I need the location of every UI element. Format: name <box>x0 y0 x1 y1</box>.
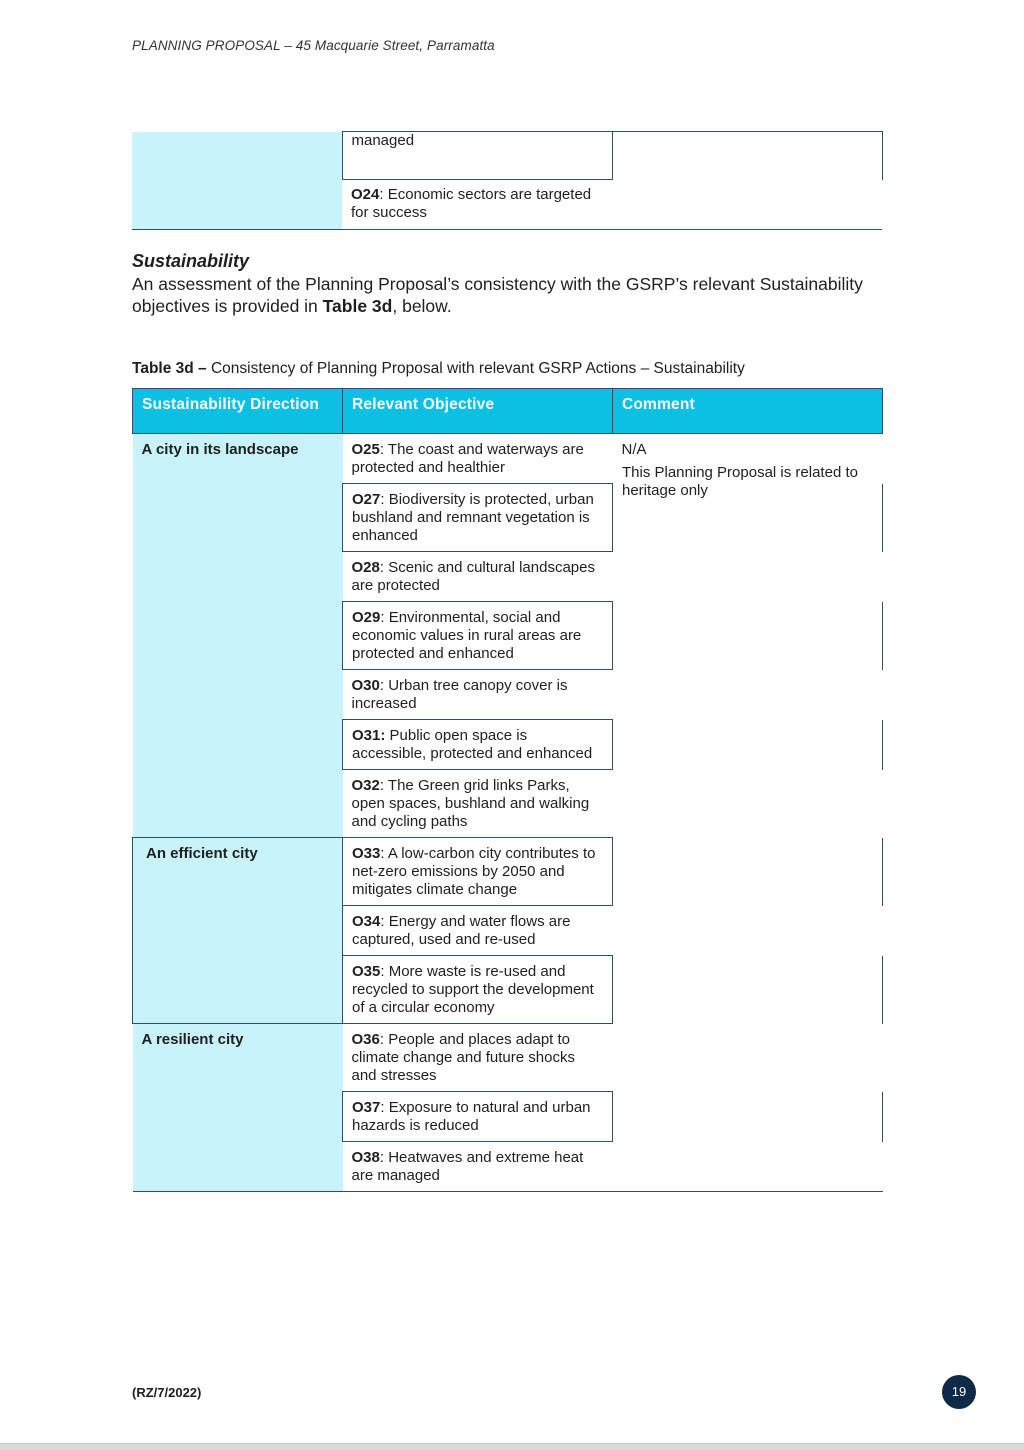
objective-cell <box>343 956 613 1024</box>
objective-cell <box>343 602 613 670</box>
objective-code: O37 <box>352 1099 381 1116</box>
table-row <box>133 1024 883 1092</box>
direction-cell <box>133 838 343 1024</box>
comment-cell <box>613 770 883 838</box>
caption-text: Consistency of Planning Proposal with relevant GSRP Actions – Sustainability <box>206 360 745 377</box>
comment-cell <box>613 956 883 1024</box>
intro-paragraph <box>132 273 942 317</box>
column-header-direction: Sustainability Direction <box>133 389 343 434</box>
objective-text: : More waste is re-used and recycled to support the development of a circular economy <box>352 963 594 1016</box>
objective-text: : A low-carbon city contributes to net-zero emissions by 2050 and mitigates climate change <box>352 845 596 898</box>
comment-cell <box>613 602 883 670</box>
section-heading: Sustainability <box>132 251 250 271</box>
objective-code: O27 <box>352 491 381 508</box>
direction-cell <box>133 1024 343 1192</box>
objective-text: : Heatwaves and extreme heat are managed <box>351 1149 584 1184</box>
intro-text: An assessment of the Planning Proposal’s consistency with the GSRP’s relevant Sustainability objectives is provided in <box>132 274 863 316</box>
caption-label: Table 3d – <box>132 360 207 377</box>
objective-cell <box>343 552 613 602</box>
page-number-badge: 19 <box>942 1375 976 1409</box>
objective-cell <box>343 720 613 770</box>
objective-cell <box>342 180 612 230</box>
direction-cell <box>132 132 342 180</box>
objective-code: O34 <box>352 913 381 930</box>
objective-code: O30 <box>351 677 380 694</box>
objective-code: O31: <box>352 727 386 744</box>
objective-cell <box>343 484 613 552</box>
comment-cell <box>613 463 883 552</box>
table-3d <box>132 388 883 1192</box>
comment-cell <box>612 132 882 180</box>
objective-code: O24 <box>351 186 380 203</box>
objective-cell <box>343 770 613 838</box>
direction-label: A resilient city <box>141 1031 244 1048</box>
comment-cell <box>613 1024 883 1092</box>
comment-cell <box>613 838 883 906</box>
previous-table-continuation <box>132 131 883 230</box>
comment-cell <box>613 1142 883 1192</box>
objective-text: : Scenic and cultural landscapes are protected <box>351 559 595 594</box>
column-header-objective: Relevant Objective <box>343 389 613 434</box>
objective-cell <box>343 906 613 956</box>
table-row <box>132 180 882 230</box>
objective-cell <box>343 1142 613 1192</box>
direction-label: An efficient city <box>146 845 258 862</box>
direction-cell <box>132 180 342 230</box>
table-row <box>133 838 883 906</box>
objective-cell <box>343 434 613 484</box>
objective-text: : Economic sectors are targeted for success <box>351 186 592 221</box>
objective-code: O33 <box>352 845 381 862</box>
comment-cell <box>613 1092 883 1142</box>
objective-text: Public open space is accessible, protected and enhanced <box>352 727 593 762</box>
objective-code: O28 <box>351 559 380 576</box>
objective-code: O25 <box>351 441 380 458</box>
objective-code: O35 <box>352 963 381 980</box>
comment-cell <box>613 670 883 720</box>
objective-cell <box>343 1024 613 1092</box>
table-header-row <box>133 389 883 434</box>
table-caption <box>132 360 745 378</box>
document-reference: (RZ/7/2022) <box>132 1385 202 1400</box>
objective-text: : Urban tree canopy cover is increased <box>351 677 568 712</box>
objective-text: : The coast and waterways are protected and healthier <box>351 441 584 476</box>
objective-cell <box>343 670 613 720</box>
objective-text: : Environmental, social and economic values in rural areas are protected and enhanced <box>352 609 582 662</box>
objective-text: : The Green grid links Parks, open spaces, bushland and walking and cycling paths <box>351 777 590 830</box>
table-reference: Table 3d <box>322 296 393 316</box>
direction-cell <box>133 434 343 838</box>
objective-text: managed <box>351 132 415 149</box>
objective-code: O32 <box>351 777 380 794</box>
comment-text: This Planning Proposal is related to heritage only <box>622 463 858 499</box>
objective-code: O38 <box>351 1149 380 1166</box>
comment-cell <box>613 552 883 602</box>
column-header-comment: Comment <box>613 389 883 434</box>
comment-cell <box>613 906 883 956</box>
objective-cell <box>342 132 612 180</box>
objective-cell <box>343 1092 613 1142</box>
intro-text-end: , below. <box>392 296 452 316</box>
objective-text: : Exposure to natural and urban hazards is reduced <box>352 1099 591 1134</box>
comment-na: N/A <box>621 441 647 458</box>
comment-cell <box>612 180 882 230</box>
direction-label: A city in its landscape <box>141 441 299 458</box>
comment-cell <box>613 720 883 770</box>
objective-cell <box>343 838 613 906</box>
table-row <box>132 132 882 180</box>
running-header: PLANNING PROPOSAL – 45 Macquarie Street, Parramatta <box>132 38 495 53</box>
objective-code: O29 <box>352 609 381 626</box>
objective-text: : Biodiversity is protected, urban bushland and remnant vegetation is enhanced <box>352 491 594 544</box>
objective-code: O36 <box>351 1031 380 1048</box>
objective-text: : Energy and water flows are captured, used and re-used <box>352 913 571 948</box>
objective-text: : People and places adapt to climate change and future shocks and stresses <box>351 1031 575 1084</box>
